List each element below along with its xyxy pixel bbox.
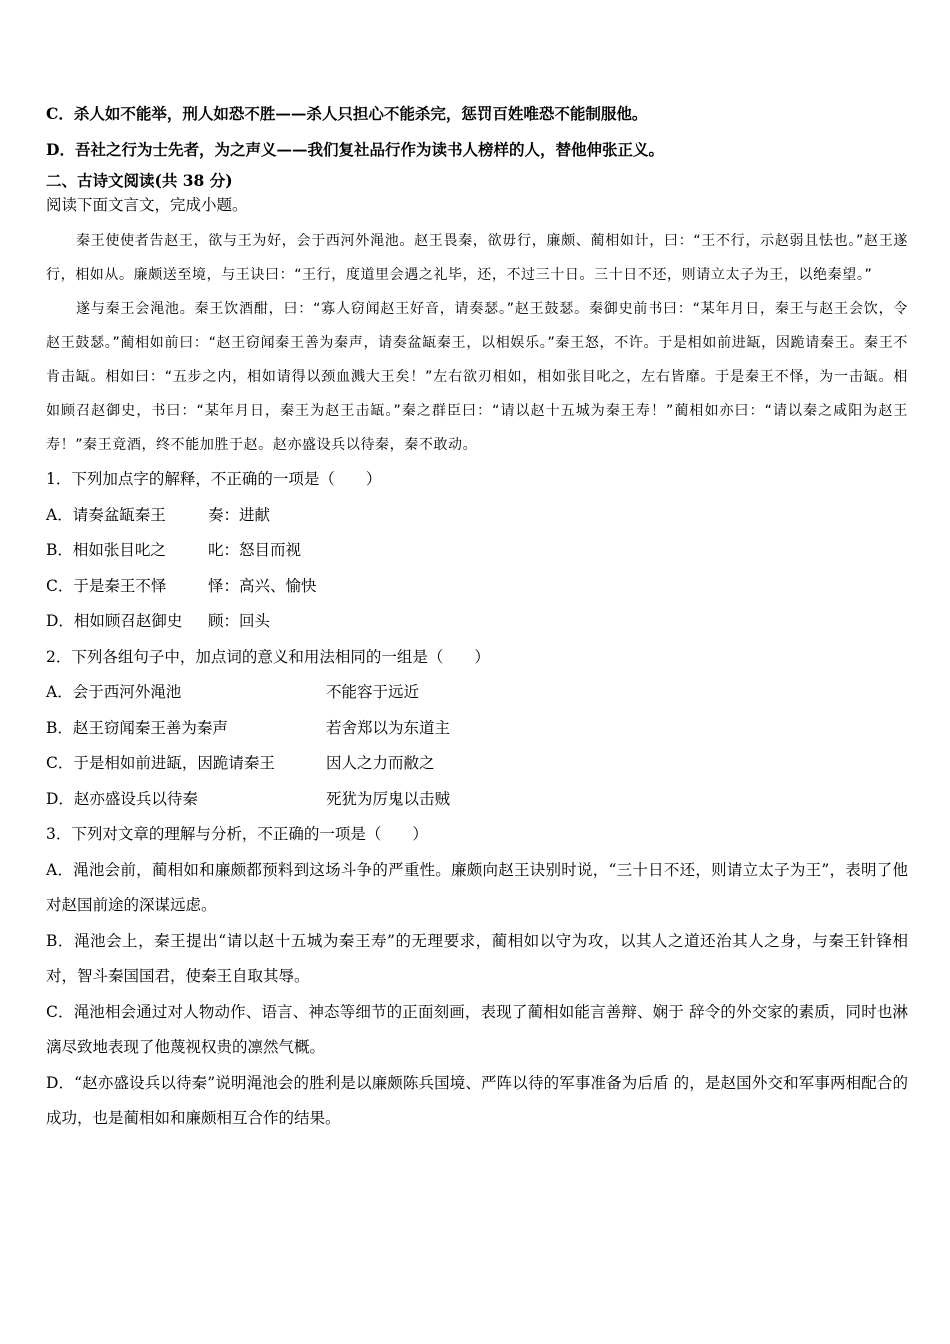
question-2-option-c	[46, 746, 908, 782]
option-right: 若舍郑以为东道主	[326, 718, 451, 737]
question-2-option-a	[46, 675, 908, 711]
question-1-option-d	[46, 604, 908, 640]
question-2-option-b	[46, 711, 908, 747]
question-1-option-c	[46, 569, 908, 605]
option-left: A．请奏盆缻秦王	[46, 505, 166, 524]
section-intro: 阅读下面文言文，完成小题。	[46, 196, 248, 214]
option-left: D．相如顾召赵御史	[46, 612, 183, 630]
question-1-stem: 1．下列加点字的解释，不正确的一项是（ ）	[46, 470, 382, 488]
passage-paragraph-1: 秦王使使者告赵王，欲与王为好，会于西河外渑池。赵王畏秦，欲毋行，廉颇、蔺相如计，曰：“王不行，示赵弱且怯也。”赵王遂行，相如从。廉颇送至境，与王诀曰：“王行，度道里会遇之礼毕，还，不过三十日。三十日不还，则请立太子为王，以绝秦望。”	[46, 233, 908, 283]
question-3-option-a: A．渑池会前，蔺相如和廉颇都预料到这场斗争的严重性。廉颇向赵王诀别时说，“三十日不还，则请立太子为王”，表明了他对赵国前途的深谋远虑。	[46, 860, 908, 914]
option-left: B．赵王窃闻秦王善为秦声	[46, 718, 228, 737]
prev-option-d: D．吾社之行为士先者，为之声义——我们复社品行作为读书人榜样的人，替他伸张正义。	[46, 139, 664, 159]
question-2-stem: 2．下列各组句子中，加点词的意义和用法相同的一组是（ ）	[46, 647, 490, 666]
option-right: 因人之力而敝之	[326, 754, 435, 772]
option-left: B．相如张目叱之	[46, 541, 166, 559]
option-left: C．于是秦王不怿	[46, 576, 167, 595]
question-2-option-d	[46, 782, 908, 818]
question-3-option-d: D．“赵亦盛设兵以待秦”说明渑池会的胜利是以廉颇陈兵国境、严阵以待的军事准备为后盾 的，是赵国外交和军事两相配合的成功，也是蔺相如和廉颇相互合作的结果。	[46, 1073, 908, 1127]
question-1-option-a	[46, 498, 908, 534]
question-1-option-b	[46, 533, 908, 569]
option-right: 叱：怒目而视	[208, 541, 302, 559]
prev-option-c: C．杀人如不能举，刑人如恐不胜——杀人只担心不能杀完，惩罚百姓唯恐不能制服他。	[46, 104, 648, 123]
question-3-stem: 3．下列对文章的理解与分析，不正确的一项是（ ）	[46, 825, 428, 843]
option-right: 奏：进献	[208, 505, 271, 524]
section-title: 二、古诗文阅读(共 38 分)	[46, 171, 233, 190]
option-left: A．会于西河外渑池	[46, 683, 182, 701]
document-page	[46, 96, 908, 1137]
question-3-option-b: B．渑池会上，秦王提出“请以赵十五城为秦王寿”的无理要求，蔺相如以守为攻，以其人之道还治其人之身，与秦王针锋相对，智斗秦国国君，使秦王自取其辱。	[46, 931, 908, 985]
option-right: 顾：回头	[208, 612, 271, 630]
option-left: C．于是相如前进缻，因跪请秦王	[46, 754, 275, 772]
passage-paragraph-2: 遂与秦王会渑池。秦王饮酒酣，曰：“寡人窃闻赵王好音，请奏瑟。”赵王鼓瑟。秦御史前书曰：“某年月日，秦王与赵王会饮，令赵王鼓瑟。”蔺相如前曰：“赵王窃闻秦王善为秦声，请奏盆缻秦王，以相娱乐。”秦王怒，不许。于是相如前进缻，因跪请秦王。秦王不肯击缻。相如曰：“五步之内，相如请得以颈血溅大王矣！”左右欲刃相如，相如张目叱之，左右皆靡。于是秦王不怿，为一击缻。相如顾召赵御史，书曰：“某年月日，秦王为赵王击缻。”秦之群臣曰：“请以赵十五城为秦王寿！”蔺相如亦曰：“请以秦之咸阳为赵王寿！”秦王竟酒，终不能加胜于赵。赵亦盛设兵以待秦，秦不敢动。	[46, 301, 908, 453]
question-3-option-c: C．渑池相会通过对人物动作、语言、神态等细节的正面刻画，表现了蔺相如能言善辩、娴于 辞令的外交家的素质，同时也淋漓尽致地表现了他蔑视权贵的凛然气概。	[46, 1002, 908, 1056]
option-right: 死犹为厉鬼以击贼	[326, 789, 451, 808]
option-left: D．赵亦盛设兵以待秦	[46, 789, 198, 808]
option-right: 怿：高兴、愉快	[208, 576, 317, 595]
option-right: 不能容于远近	[326, 683, 420, 701]
